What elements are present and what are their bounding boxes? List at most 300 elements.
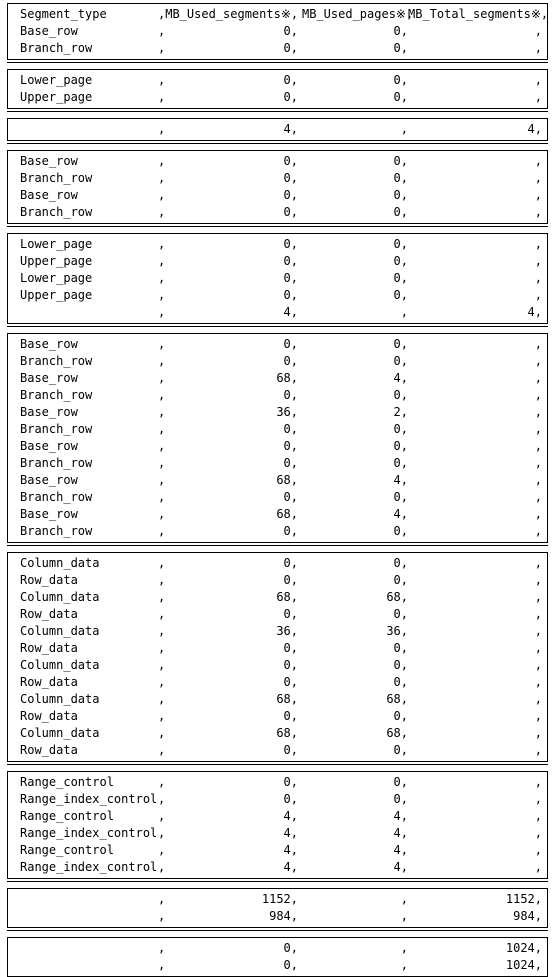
used-segments-cell: 0, [283,641,298,655]
used-segments-cell: 1152, [261,892,298,906]
table-row [8,153,547,170]
row-label: Range_control [20,809,114,823]
used-pages-cell: 0, [393,490,408,504]
row-separator: , [158,405,166,419]
total-segments-cell: , [534,726,542,740]
header-used-segments: ,MB_Used_segments※, [158,7,299,21]
row-label: Branch_row [20,41,93,55]
used-pages-cell: 36, [386,624,408,638]
table-row [8,774,547,791]
table-row [8,404,547,421]
total-segments-cell: , [534,24,542,38]
row-label: Range_control [20,775,114,789]
used-pages-cell: 0, [393,641,408,655]
total-segments-cell: , [534,709,542,723]
used-segments-cell: 0, [283,775,298,789]
data-block [7,552,548,762]
used-segments-cell: 0, [283,958,298,972]
used-segments-cell: 68, [276,590,298,604]
row-separator: , [158,73,166,87]
used-segments-cell: 0, [283,271,298,285]
table-row [8,253,547,270]
row-separator: , [158,941,166,955]
used-segments-cell: 0, [283,490,298,504]
used-pages-cell: , [400,305,408,319]
table-row [8,204,547,221]
table-row [8,438,547,455]
table-row [8,725,547,742]
table-row [8,187,547,204]
total-segments-cell: , [534,154,542,168]
used-pages-cell: , [400,909,408,923]
used-segments-cell: 68, [276,507,298,521]
row-separator: , [158,354,166,368]
used-pages-cell: 0, [393,271,408,285]
table-row [8,455,547,472]
row-label: Range_index_control [20,860,158,874]
divider [7,881,548,888]
table-row [8,421,547,438]
row-label: Column_data [20,658,100,672]
total-segments-cell: , [534,405,542,419]
total-segments-cell: , [534,507,542,521]
row-separator: , [158,388,166,402]
header-row [8,6,547,23]
used-segments-cell: 0, [283,73,298,87]
row-separator: , [158,743,166,757]
used-segments-cell: 4, [283,305,298,319]
used-pages-cell: 0, [393,188,408,202]
divider [7,930,548,937]
used-segments-cell: 0, [283,439,298,453]
used-pages-cell: 0, [393,792,408,806]
total-segments-cell: 1024, [505,941,542,955]
row-label: Range_control [20,843,114,857]
row-separator: , [158,271,166,285]
used-segments-cell: 0, [283,388,298,402]
blocks-container [7,62,548,977]
data-block [7,233,548,324]
used-pages-cell: 0, [393,90,408,104]
used-segments-cell: 0, [283,354,298,368]
total-segments-cell: , [534,590,542,604]
used-segments-cell: 0, [283,254,298,268]
divider [7,764,548,771]
row-label: Row_data [20,675,78,689]
used-segments-cell: 68, [276,692,298,706]
row-label: Branch_row [20,524,93,538]
used-segments-cell: 4, [283,122,298,136]
total-segments-cell: , [534,237,542,251]
divider [7,326,548,333]
table-row [8,555,547,572]
table-row [8,825,547,842]
header-total-segments: MB_Total_segments※, [408,7,549,21]
row-label: Column_data [20,556,100,570]
table-row [8,304,547,321]
table-row [8,891,547,908]
total-segments-cell: 1024, [505,958,542,972]
used-segments-cell: 0, [283,288,298,302]
row-separator: , [158,892,166,906]
used-pages-cell: 2, [393,405,408,419]
total-segments-cell: , [534,860,542,874]
total-segments-cell: , [534,826,542,840]
used-pages-cell: 68, [386,590,408,604]
row-separator: , [158,456,166,470]
used-pages-cell: 0, [393,388,408,402]
row-label: Upper_page [20,254,93,268]
used-pages-cell: 0, [393,422,408,436]
table-row [8,859,547,876]
row-separator: , [158,288,166,302]
table-row [8,89,547,106]
used-pages-cell: 68, [386,692,408,706]
divider [7,226,548,233]
divider [7,545,548,552]
row-separator: , [158,90,166,104]
table-row [8,791,547,808]
row-separator: , [158,573,166,587]
total-segments-cell: 984, [513,909,542,923]
block-rows [8,23,547,57]
used-pages-cell: 0, [393,775,408,789]
row-separator: , [158,692,166,706]
total-segments-cell: , [534,641,542,655]
total-segments-cell: , [534,456,542,470]
used-segments-cell: 0, [283,205,298,219]
table-row [8,370,547,387]
used-pages-cell: 68, [386,726,408,740]
total-segments-cell: , [534,556,542,570]
row-separator: , [158,439,166,453]
total-segments-cell: , [534,271,542,285]
used-segments-cell: 4, [283,826,298,840]
row-separator: , [158,422,166,436]
row-label: Branch_row [20,456,93,470]
table-row [8,640,547,657]
row-separator: , [158,507,166,521]
used-pages-cell: 4, [393,473,408,487]
table-row [8,589,547,606]
table-row [8,623,547,640]
used-segments-cell: 0, [283,556,298,570]
used-pages-cell: 0, [393,524,408,538]
used-segments-cell: 4, [283,809,298,823]
row-separator: , [158,205,166,219]
row-separator: , [158,556,166,570]
row-label: Column_data [20,726,100,740]
row-label: Base_row [20,188,78,202]
used-segments-cell: 68, [276,726,298,740]
used-pages-cell: 0, [393,337,408,351]
used-segments-cell: 0, [283,456,298,470]
used-segments-cell: 0, [283,792,298,806]
used-segments-cell: 0, [283,154,298,168]
row-separator: , [158,809,166,823]
table-row [8,808,547,825]
row-label: Lower_page [20,271,93,285]
row-separator: , [158,24,166,38]
used-pages-cell: 4, [393,371,408,385]
row-separator: , [158,305,166,319]
used-pages-cell: 0, [393,171,408,185]
data-block [7,888,548,928]
divider [7,62,548,69]
used-segments-cell: 0, [283,90,298,104]
used-pages-cell: 0, [393,556,408,570]
table-row [8,23,547,40]
total-segments-cell: , [534,775,542,789]
used-segments-cell: 36, [276,405,298,419]
used-pages-cell: 0, [393,24,408,38]
total-segments-cell: , [534,624,542,638]
row-label: Upper_page [20,288,93,302]
row-label: Base_row [20,473,78,487]
used-pages-cell: , [400,122,408,136]
table-row [8,957,547,974]
used-pages-cell: 4, [393,507,408,521]
table-row [8,708,547,725]
used-segments-cell: 0, [283,675,298,689]
row-label: Branch_row [20,422,93,436]
row-separator: , [158,958,166,972]
used-segments-cell: 68, [276,371,298,385]
row-separator: , [158,641,166,655]
table-row [8,287,547,304]
used-pages-cell: 0, [393,154,408,168]
used-segments-cell: 0, [283,237,298,251]
row-separator: , [158,658,166,672]
row-separator: , [158,122,166,136]
used-pages-cell: 4, [393,809,408,823]
row-label: Base_row [20,507,78,521]
used-pages-cell: 0, [393,288,408,302]
total-segments-cell: , [534,843,542,857]
row-separator: , [158,709,166,723]
used-pages-cell: 0, [393,456,408,470]
used-segments-cell: 0, [283,24,298,38]
row-separator: , [158,590,166,604]
table-row [8,657,547,674]
table-row [8,40,547,57]
row-label: Branch_row [20,490,93,504]
row-label: Lower_page [20,237,93,251]
table-row [8,842,547,859]
used-pages-cell: 0, [393,743,408,757]
row-label: Column_data [20,692,100,706]
table-row [8,121,547,138]
table-row [8,523,547,540]
used-segments-cell: 0, [283,41,298,55]
table-row [8,387,547,404]
total-segments-cell: , [534,524,542,538]
row-separator: , [158,909,166,923]
used-segments-cell: 0, [283,422,298,436]
total-segments-cell: , [534,743,542,757]
divider [7,111,548,118]
segment-report [7,3,548,977]
table-row [8,506,547,523]
table-row [8,170,547,187]
used-segments-cell: 0, [283,607,298,621]
total-segments-cell: , [534,607,542,621]
used-pages-cell: , [400,958,408,972]
total-segments-cell: , [534,188,542,202]
total-segments-cell: , [534,205,542,219]
used-pages-cell: 4, [393,860,408,874]
data-block [7,150,548,224]
total-segments-cell: , [534,90,542,104]
row-separator: , [158,171,166,185]
row-separator: , [158,188,166,202]
row-label: Branch_row [20,354,93,368]
row-label: Row_data [20,607,78,621]
row-label: Range_index_control [20,792,158,806]
row-separator: , [158,41,166,55]
row-label: Lower_page [20,73,93,87]
table-row [8,742,547,759]
used-pages-cell: 0, [393,354,408,368]
total-segments-cell: , [534,809,542,823]
header-segment-type: Segment_type [20,7,107,21]
used-segments-cell: 0, [283,171,298,185]
table-row [8,674,547,691]
total-segments-cell: , [534,337,542,351]
total-segments-cell: , [534,171,542,185]
row-separator: , [158,860,166,874]
used-pages-cell: , [400,941,408,955]
used-segments-cell: 4, [283,843,298,857]
total-segments-cell: , [534,490,542,504]
row-separator: , [158,524,166,538]
row-separator: , [158,843,166,857]
row-label: Range_index_control [20,826,158,840]
used-pages-cell: 0, [393,41,408,55]
row-separator: , [158,237,166,251]
total-segments-cell: , [534,422,542,436]
used-pages-cell: 0, [393,658,408,672]
used-pages-cell: 0, [393,205,408,219]
row-label: Branch_row [20,205,93,219]
total-segments-cell: , [534,675,542,689]
used-segments-cell: 0, [283,337,298,351]
total-segments-cell: , [534,254,542,268]
row-label: Base_row [20,405,78,419]
used-segments-cell: 68, [276,473,298,487]
row-separator: , [158,337,166,351]
used-segments-cell: 36, [276,624,298,638]
total-segments-cell: , [534,371,542,385]
used-segments-cell: 0, [283,709,298,723]
row-separator: , [158,726,166,740]
used-segments-cell: 4, [283,860,298,874]
table-row [8,940,547,957]
row-label: Row_data [20,641,78,655]
table-row [8,270,547,287]
used-pages-cell: 4, [393,843,408,857]
data-block [7,333,548,543]
table-row [8,336,547,353]
row-label: Base_row [20,154,78,168]
row-label: Row_data [20,573,78,587]
row-separator: , [158,826,166,840]
total-segments-cell: 1152, [505,892,542,906]
total-segments-cell: , [534,658,542,672]
used-pages-cell: 0, [393,573,408,587]
row-separator: , [158,792,166,806]
header-block [7,3,548,60]
total-segments-cell: , [534,388,542,402]
used-segments-cell: 984, [269,909,298,923]
total-segments-cell: , [534,439,542,453]
total-segments-cell: 4, [527,122,542,136]
total-segments-cell: , [534,473,542,487]
row-label: Upper_page [20,90,93,104]
table-row [8,572,547,589]
row-separator: , [158,607,166,621]
data-block [7,118,548,141]
data-block [7,69,548,109]
total-segments-cell: , [534,41,542,55]
table-row [8,691,547,708]
row-label: Column_data [20,590,100,604]
row-separator: , [158,371,166,385]
used-pages-cell: 4, [393,826,408,840]
row-label: Branch_row [20,388,93,402]
total-segments-cell: 4, [527,305,542,319]
total-segments-cell: , [534,288,542,302]
used-pages-cell: 0, [393,607,408,621]
row-separator: , [158,775,166,789]
table-row [8,908,547,925]
used-pages-cell: 0, [393,675,408,689]
used-pages-cell: 0, [393,254,408,268]
used-pages-cell: 0, [393,439,408,453]
table-row [8,606,547,623]
total-segments-cell: , [534,573,542,587]
row-label: Base_row [20,371,78,385]
used-segments-cell: 0, [283,188,298,202]
row-separator: , [158,254,166,268]
row-label: Row_data [20,743,78,757]
header-used-pages: MB_Used_pages※, [302,7,414,21]
row-separator: , [158,675,166,689]
row-separator: , [158,624,166,638]
used-segments-cell: 0, [283,941,298,955]
row-label: Branch_row [20,171,93,185]
data-block [7,771,548,879]
data-block [7,937,548,977]
row-label: Base_row [20,337,78,351]
used-segments-cell: 0, [283,573,298,587]
row-label: Base_row [20,439,78,453]
used-segments-cell: 0, [283,658,298,672]
used-pages-cell: 0, [393,237,408,251]
row-separator: , [158,473,166,487]
row-separator: , [158,490,166,504]
total-segments-cell: , [534,354,542,368]
table-row [8,72,547,89]
table-row [8,489,547,506]
used-segments-cell: 0, [283,524,298,538]
row-label: Base_row [20,24,78,38]
row-label: Column_data [20,624,100,638]
used-segments-cell: 0, [283,743,298,757]
total-segments-cell: , [534,792,542,806]
row-separator: , [158,154,166,168]
used-pages-cell: 0, [393,709,408,723]
